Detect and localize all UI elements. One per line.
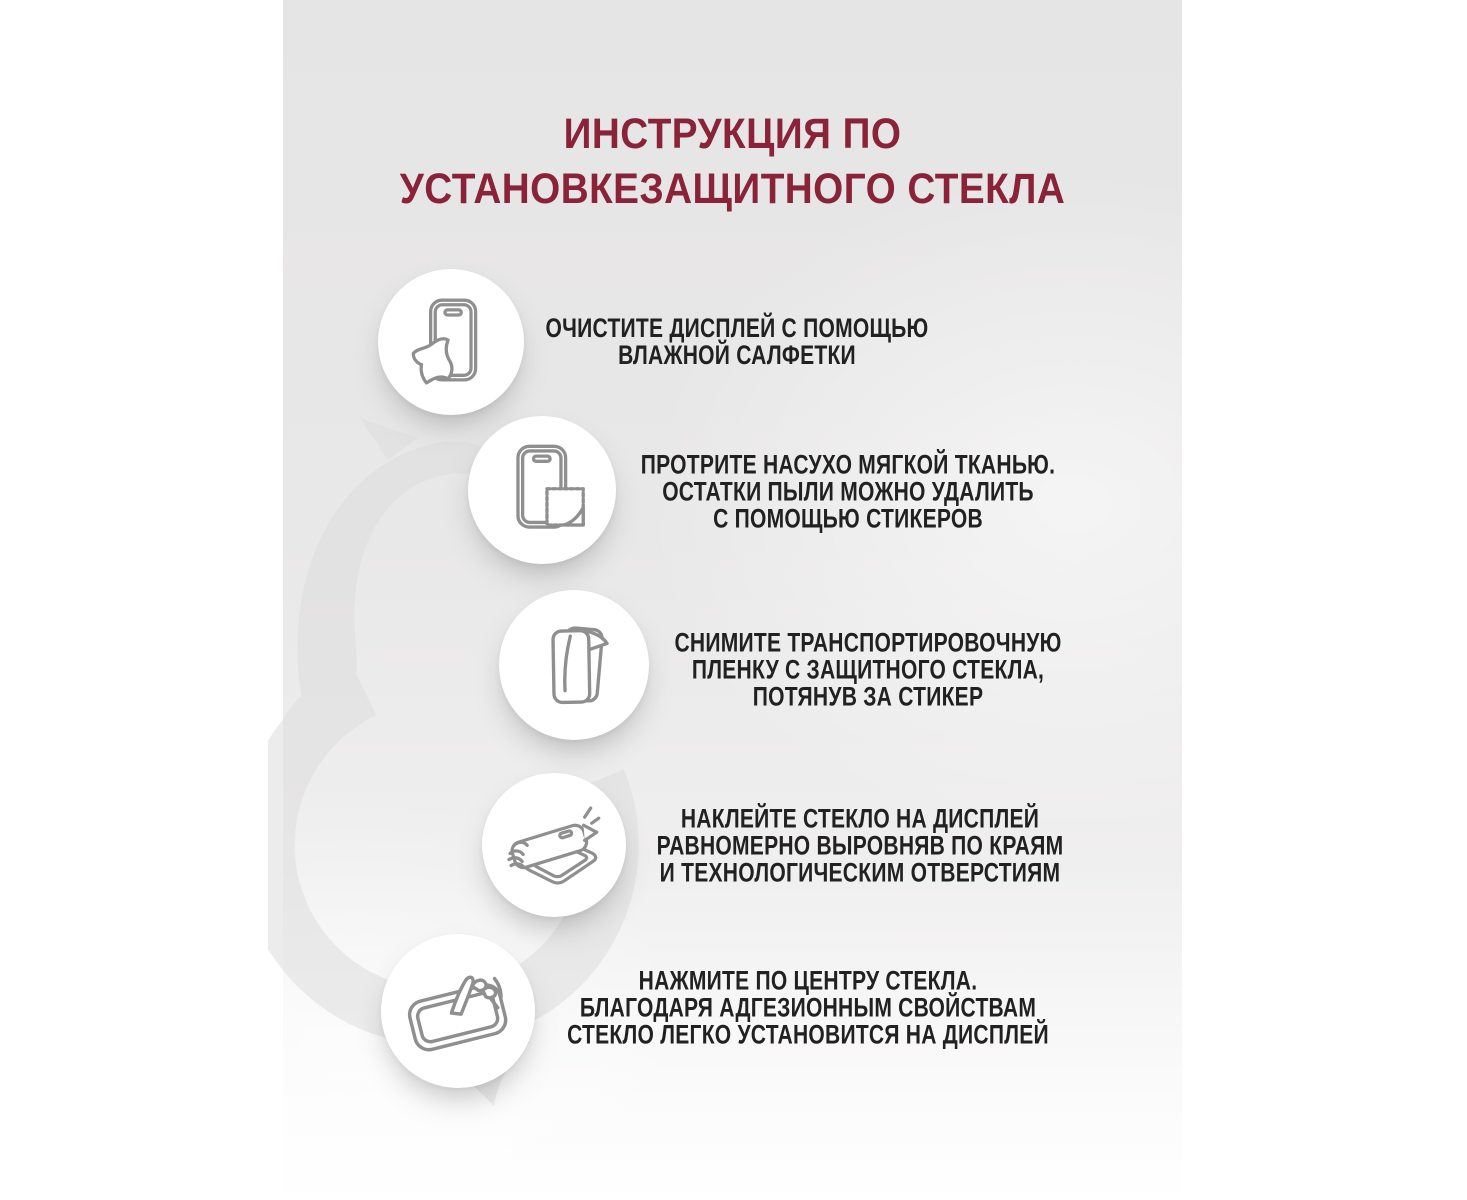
step-line: БЛАГОДАРЯ АДГЕЗИОННЫМ СВОЙСТВАМ — [579, 992, 1037, 1023]
step-line: ОЧИСТИТЕ ДИСПЛЕЙ С ПОМОЩЬЮ — [545, 313, 929, 343]
step-line: ОСТАТКИ ПЫЛИ МОЖНО УДАЛИТЬ — [662, 476, 1034, 507]
step-3-text — [674, 627, 1062, 712]
step-4-text — [656, 803, 1064, 888]
step-line: ПРОТРИТЕ НАСУХО МЯГКОЙ ТКАНЬЮ. — [640, 449, 1056, 480]
step-line: ВЛАЖНОЙ САЛФЕТКИ — [618, 340, 856, 370]
step-line: И ТЕХНОЛОГИЧЕСКИМ ОТВЕРСТИЯМ — [659, 857, 1061, 888]
step-line: НАЖМИТЕ ПО ЦЕНТРУ СТЕКЛА. — [638, 965, 978, 996]
step-5-text — [567, 965, 1049, 1050]
title-line-2: ЗАЩИТНОГО СТЕКЛА — [639, 165, 1066, 213]
content-panel — [283, 0, 1182, 1200]
step-line: ПЛЕНКУ С ЗАЩИТНОГО СТЕКЛА, — [691, 654, 1045, 685]
page-title — [328, 107, 1137, 217]
step-line: РАВНОМЕРНО ВЫРОВНЯВ ПО КРАЯМ — [656, 830, 1064, 861]
phone-wet-wipe-icon — [400, 291, 502, 393]
step-5-icon-circle — [381, 934, 535, 1088]
transport-film-peel-icon — [522, 613, 627, 718]
step-2-text — [640, 449, 1056, 534]
align-glass-on-display-icon — [504, 795, 605, 896]
step-line: СНИМИТЕ ТРАНСПОРТИРОВОЧНУЮ — [674, 627, 1062, 658]
press-glass-center-icon — [404, 957, 512, 1065]
step-3-icon-circle — [499, 590, 649, 740]
step-4-icon-circle — [482, 773, 626, 917]
step-2-icon-circle — [468, 416, 616, 564]
step-1-icon-circle — [378, 269, 524, 415]
title-line-1: ИНСТРУКЦИЯ ПО УСТАНОВКЕ — [399, 110, 902, 213]
step-1-text — [546, 315, 929, 369]
phone-dust-sticker-icon — [490, 438, 594, 542]
step-line: НАКЛЕЙТЕ СТЕКЛО НА ДИСПЛЕЙ — [680, 803, 1040, 834]
step-line: ПОТЯНУВ ЗА СТИКЕР — [752, 681, 984, 712]
step-line: СТЕКЛО ЛЕГКО УСТАНОВИТСЯ НА ДИСПЛЕЙ — [567, 1019, 1049, 1050]
step-line: С ПОМОЩЬЮ СТИКЕРОВ — [713, 503, 983, 534]
